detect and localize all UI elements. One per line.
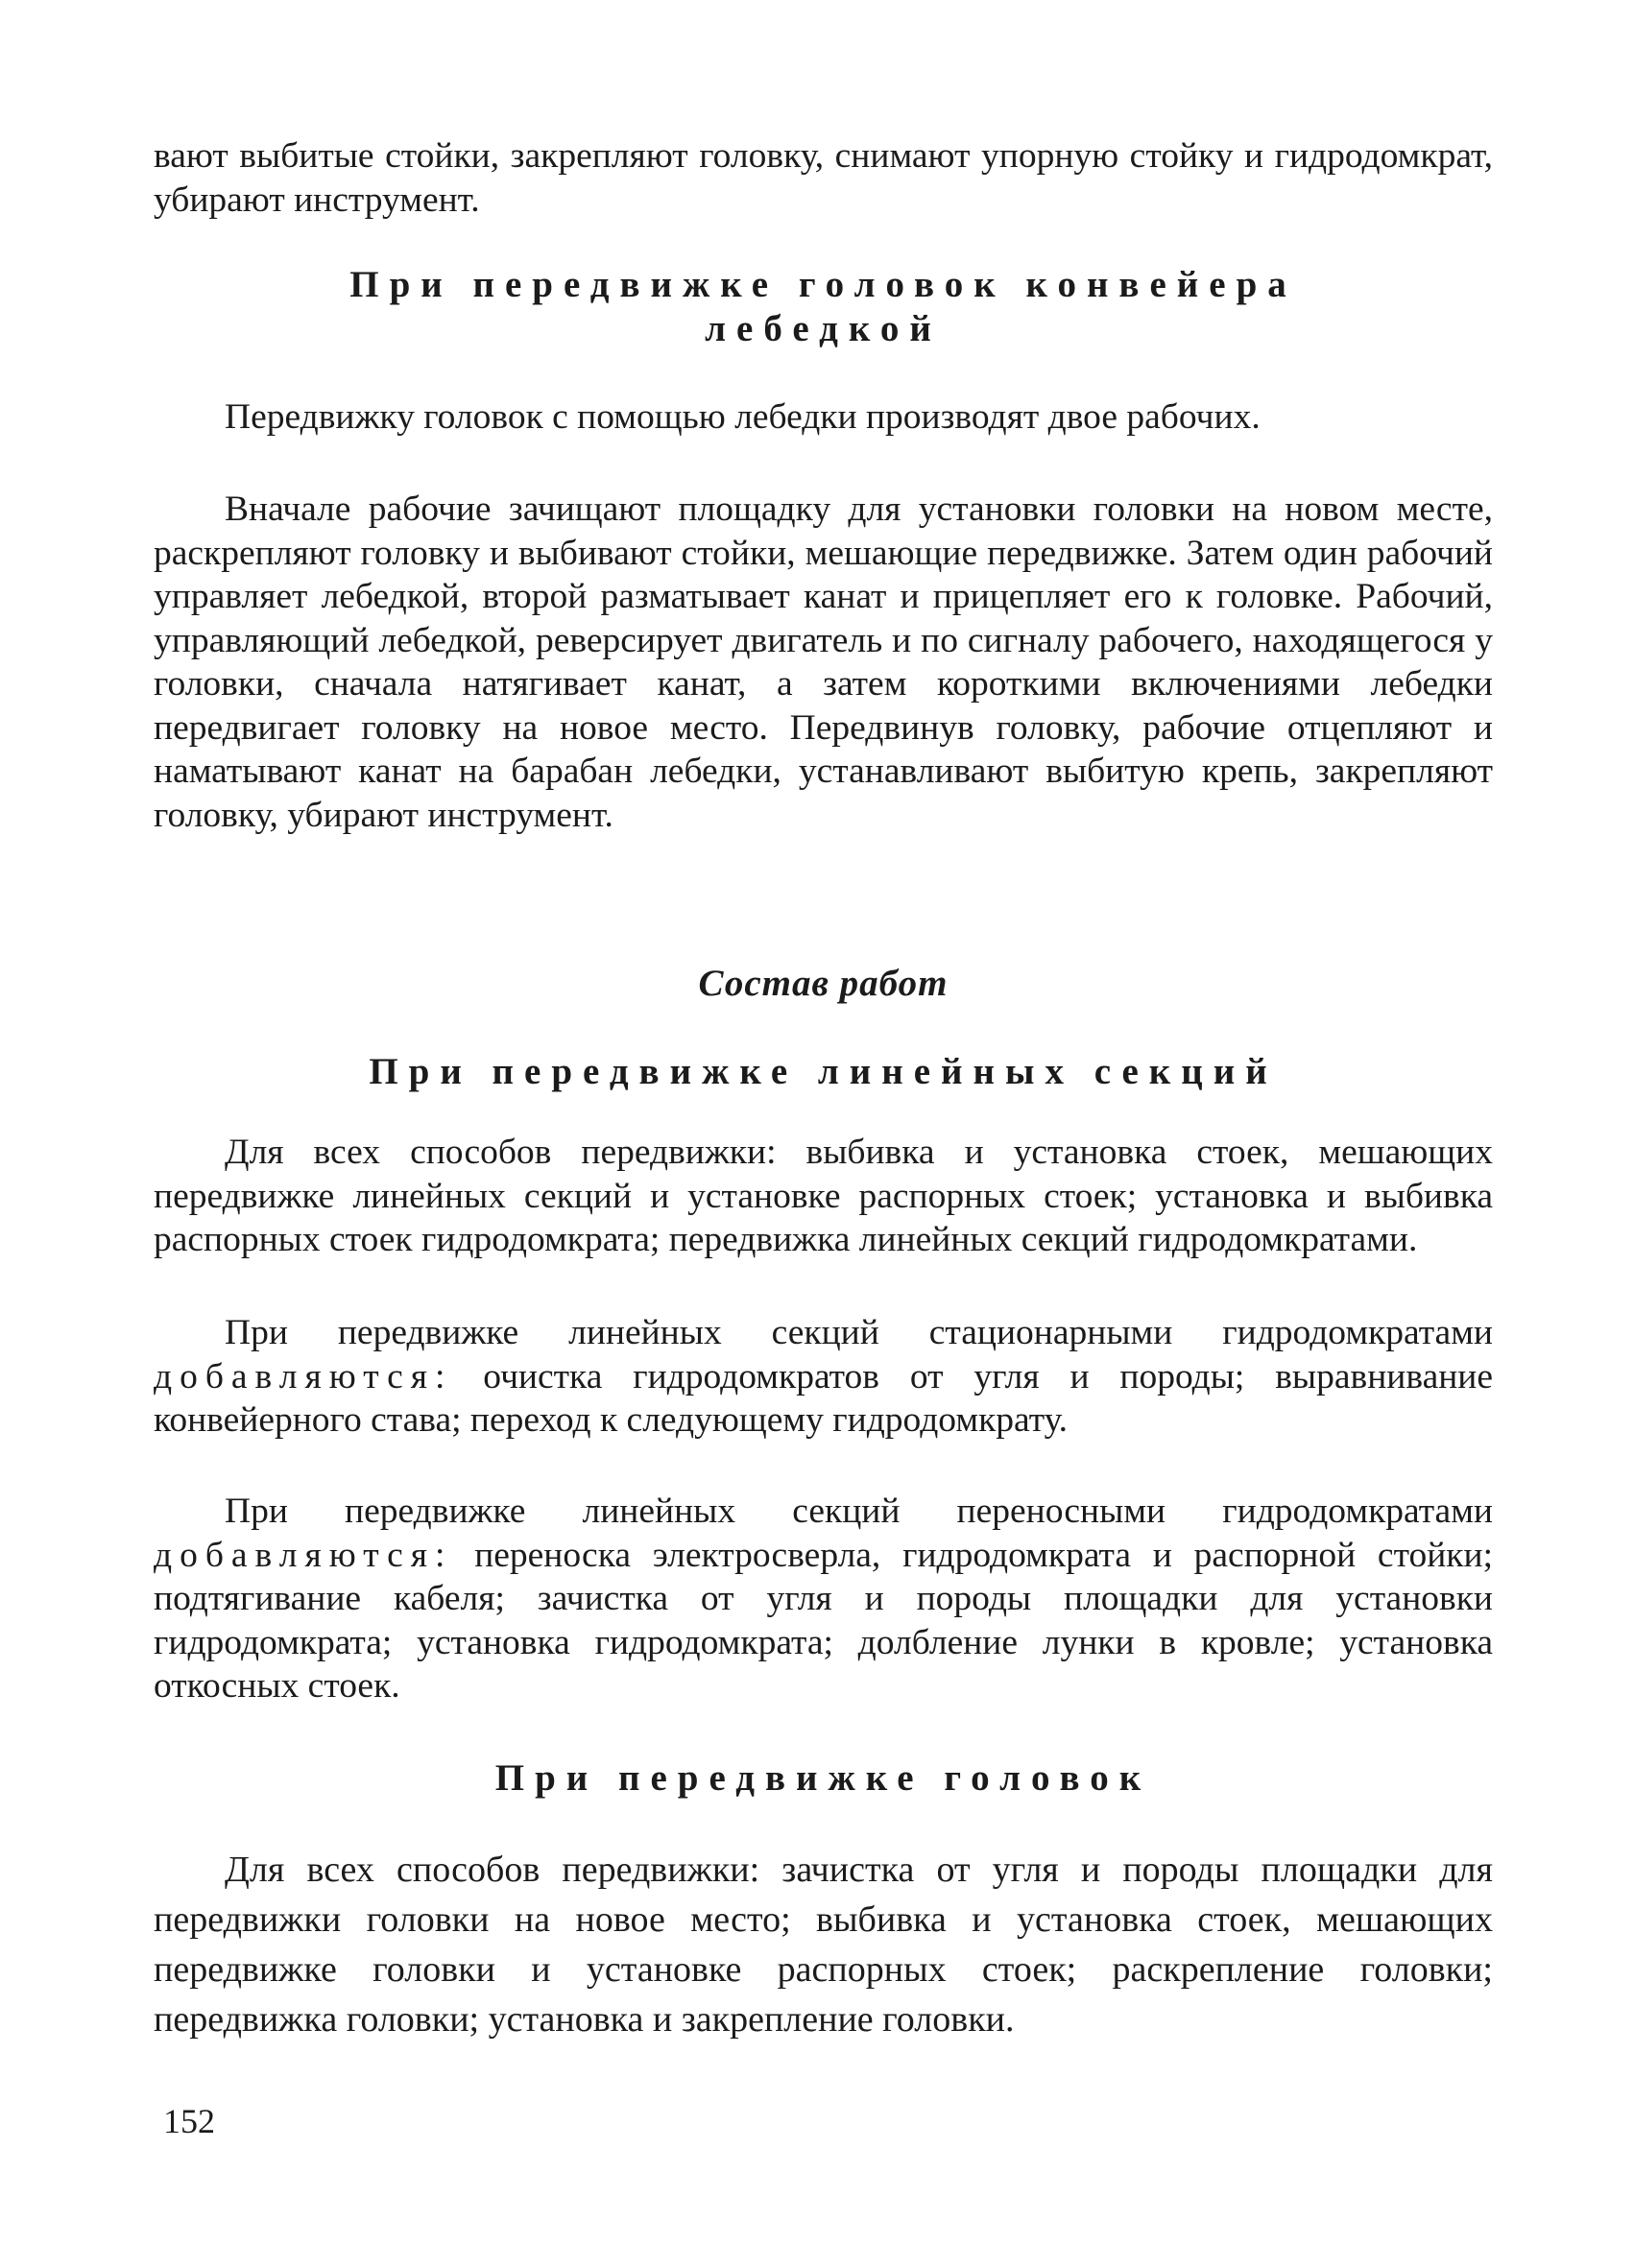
page-number: 152 xyxy=(163,2102,215,2140)
section2-paragraph2-spaced: добавляются: xyxy=(154,1356,453,1397)
section3-heading-block xyxy=(154,1756,1493,1801)
section2-paragraph3-spaced: добавляются: xyxy=(154,1535,453,1575)
section3-paragraph1-block xyxy=(154,1845,1493,2044)
section1-paragraph1-block xyxy=(154,395,1493,440)
section1-paragraph2-block xyxy=(154,488,1493,837)
section1-paragraph1: Передвижку головок с помощью лебедки производят двое рабочих. xyxy=(225,397,1261,437)
section3-paragraph1: Для всех способов передвижки: зачистка от угля и породы площадки для передвижки головки на новое место; выбивка и установка стоек, мешающих передвижке головки и установке распорных стоек; раскрепление головки; передвижка головки; установка и закрепление головки. xyxy=(154,1850,1493,2040)
section1-heading: При передвижке головок конвейера лебедкой xyxy=(349,264,1297,349)
section1-heading-block xyxy=(154,263,1493,351)
section2-heading-block xyxy=(154,1050,1493,1094)
work-composition-heading-block xyxy=(154,962,1493,1006)
intro-paragraph: вают выбитые стойки, закрепляют головку, снимают упорную стойку и гидродомкрат, убирают инструмент. xyxy=(154,136,1493,220)
section2-paragraph2-end: очистка гидродомкратов от угля и породы; выравнивание конвейерного става; переход к следующему гидродомкрату. xyxy=(154,1356,1494,1440)
section3-heading: При передвижке головок xyxy=(494,1757,1152,1799)
section2-paragraph1: Для всех способов передвижки: выбивка и установка стоек, мешающих передвижке линейных секций и установке распорных стоек; установка и выбивка распорных стоек гидродомкрата; передвижка линейных секций гидродомкратами. xyxy=(154,1133,1493,1259)
section2-paragraph3-start: При передвижке линейных секций переносными гидродомкратами xyxy=(225,1492,1493,1531)
section2-paragraph2-start: При передвижке линейных секций стационарными гидродомкратами xyxy=(225,1313,1493,1352)
section2-paragraph2 xyxy=(154,1311,1493,1443)
section1-paragraph2: Вначале рабочие зачищают площадку для установки головки на новом месте, раскрепляют головку и выбивают стойки, мешающие передвижке. Затем один рабочий управляет лебедкой, второй разматывает канат и прицепляет его к головке. Рабочий, управляющий лебедкой, реверсирует двигатель и по сигналу рабочего, находящегося у головки, сначала натягивает канат, а затем короткими включениями лебедки передвигает головку на новое место. Передвинув головку, рабочие отцепляют и наматывают канат на барабан лебедки, устанавливают выбитую крепь, закрепляют головку, убирают инструмент. xyxy=(154,489,1493,835)
section2-paragraph3-end: переноска электросверла, гидродомкрата и распорной стойки; подтягивание кабеля; зачистка от угля и породы площадки для установки гидродомкрата; установка гидродомкрата; долбление лунки в кровле; установка откосных стоек. xyxy=(154,1535,1493,1706)
section2-paragraph1-block xyxy=(154,1131,1493,1262)
intro-block xyxy=(154,134,1493,222)
section2-paragraph3-block xyxy=(154,1490,1493,1708)
section2-heading: При передвижке линейных секций xyxy=(369,1051,1278,1092)
work-composition-heading: Состав работ xyxy=(698,963,949,1004)
section2-paragraph3 xyxy=(154,1490,1493,1708)
section2-paragraph2-block xyxy=(154,1311,1493,1443)
